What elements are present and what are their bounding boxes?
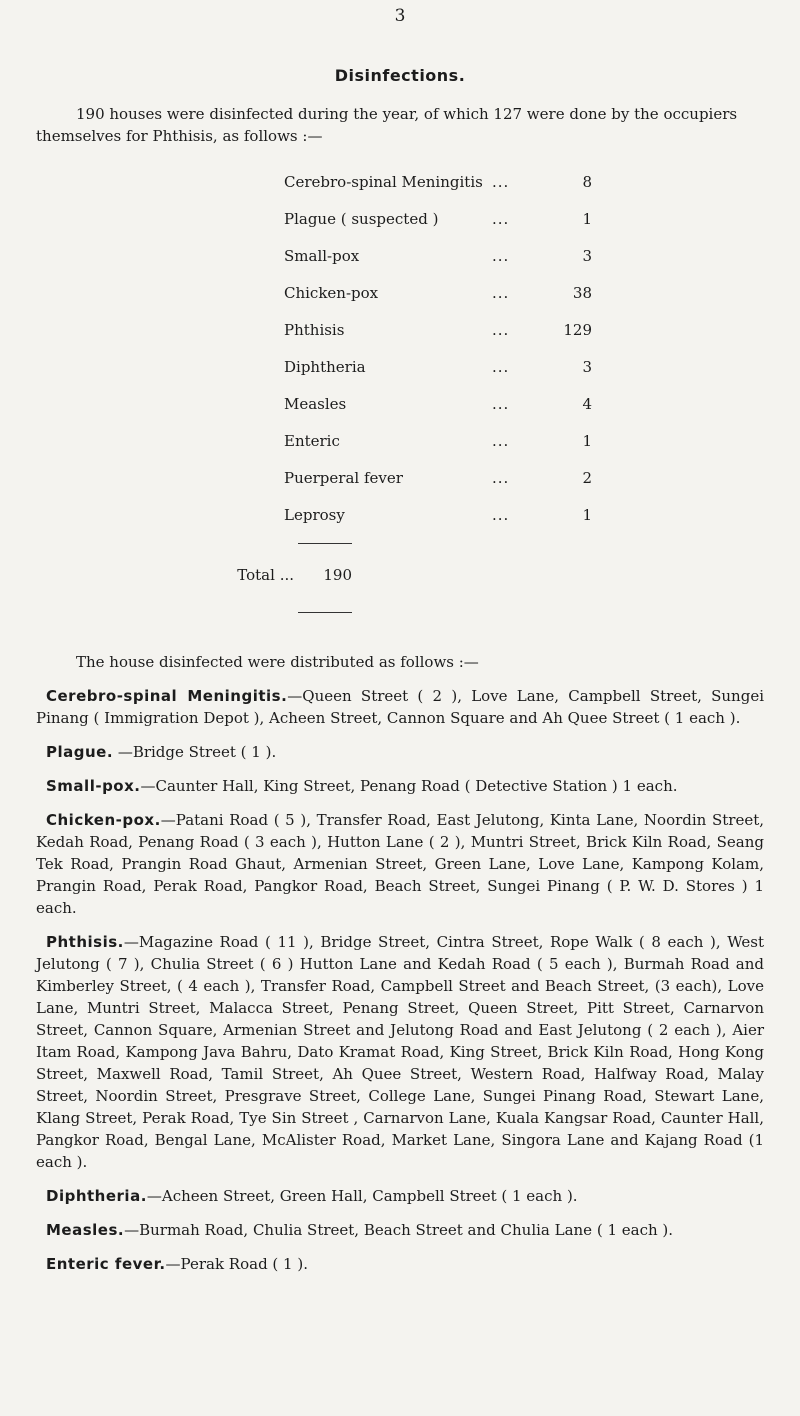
case-count: 8 bbox=[582, 173, 592, 191]
disease-name: Chicken-pox bbox=[284, 284, 379, 302]
case-count: 3 bbox=[582, 247, 592, 265]
case-count: 2 bbox=[582, 469, 592, 487]
disease-name: Small-pox bbox=[284, 247, 360, 265]
distribution-entry bbox=[36, 741, 764, 763]
disease-name: Cerebro-spinal Meningitis bbox=[284, 173, 483, 191]
entry-text: —Perak Road ( 1 ). bbox=[165, 1255, 308, 1273]
entry-text: —Patani Road ( 5 ), Transfer Road, East Jelutong, Kinta Lane, Noordin Street, Kedah Road, Penang Road ( 3 each ), Hutton Lane ( 2 ), Muntri Street, Brick Kiln Road, Seang Tek Road, Prangin Road Ghaut, Armenian Street, Green Lane, Love Lane, Kampong Kolam, Prangin Road, Perak Road, Pangkor Road, Beach Street, Sungei Pinang ( P. W. D. Stores ) 1 each. bbox=[36, 811, 764, 917]
disease-name: Plague ( suspected ) bbox=[284, 210, 439, 228]
entry-heading: Phthisis. bbox=[46, 933, 124, 951]
page-number: 3 bbox=[394, 6, 406, 26]
entry-text: —Magazine Road ( 11 ), Bridge Street, Cintra Street, Rope Walk ( 8 each ), West Jelutong ( 7 ), Chulia Street ( 6 ) Hutton Lane and Kedah Road ( 5 each ), Burmah Road and Kimberley Street, ( 4 each ), Transfer Road, Campbell Street and Beach Street, (3 each), Love Lane, Muntri Street, Malacca Street, Penang Street, Queen Street, Pitt Street, Carnarvon Street, Cannon Square, Armenian Street and Jelutong Road and East Jelutong ( 2 each ), Aier Itam Road, Kampong Java Bahru, Dato Kramat Road, King Street, Brick Kiln Road, Hong Kong Street, Maxwell Road, Tamil Street, Ah Quee Street, Western Road, Halfway Road, Malay Street, Noordin Street, Presgrave Street, College Lane, Sungei Pinang Road, Stewart Lane, Klang Street, Perak Road, Tye Sin Street , Carnarvon Lane, Kuala Kangsar Road, Caunter Hall, Pangkor Road, Bengal Lane, McAlister Road, Market Lane, Singora Lane and Kajang Road (1 each ). bbox=[36, 933, 764, 1171]
leader-dots: ... bbox=[492, 173, 510, 191]
leader-dots: ... bbox=[492, 469, 510, 487]
total-rule-bottom bbox=[298, 612, 352, 613]
disease-name: Leprosy bbox=[284, 506, 345, 524]
case-count: 1 bbox=[582, 210, 592, 228]
total-row bbox=[36, 566, 764, 584]
disease-name: Enteric bbox=[284, 432, 340, 450]
distribution-entry bbox=[36, 775, 764, 797]
table-row bbox=[284, 395, 604, 432]
entry-heading: Diphtheria. bbox=[46, 1187, 147, 1205]
entry-heading: Enteric fever. bbox=[46, 1255, 166, 1273]
leader-dots: ... bbox=[492, 506, 510, 524]
table-row bbox=[284, 247, 604, 284]
table-row bbox=[284, 358, 604, 395]
disease-name: Phthisis bbox=[284, 321, 345, 339]
entry-text: —Caunter Hall, King Street, Penang Road ( Detective Station ) 1 each. bbox=[140, 777, 678, 795]
table-row bbox=[284, 506, 604, 543]
total-rule-top bbox=[298, 543, 352, 544]
distribution-entries bbox=[36, 685, 764, 1275]
entry-text: —Burmah Road, Chulia Street, Beach Street and Chulia Lane ( 1 each ). bbox=[124, 1221, 674, 1239]
section-title: Disinfections. bbox=[334, 66, 466, 85]
entry-text: —Queen Street ( 2 ), Love Lane, Campbell Street, Sungei Pinang ( Immigration Depot ), Acheen Street, Cannon Square and Ah Quee Street ( 1 each ). bbox=[36, 687, 764, 727]
leader-dots: ... bbox=[492, 358, 510, 376]
table-row bbox=[284, 321, 604, 358]
distribution-intro: The house disinfected were distributed as follows :— bbox=[76, 653, 479, 671]
table-row bbox=[284, 469, 604, 506]
entry-heading: Small-pox. bbox=[46, 777, 141, 795]
total-label: Total ... bbox=[237, 566, 294, 584]
case-count: 4 bbox=[582, 395, 592, 413]
leader-dots: ... bbox=[492, 321, 510, 339]
entry-text: —Bridge Street ( 1 ). bbox=[113, 743, 277, 761]
leader-dots: ... bbox=[492, 432, 510, 450]
intro-paragraph: 190 houses were disinfected during the year, of which 127 were done by the occupiers themselves for Phthisis, as follows :— bbox=[36, 105, 738, 145]
disinfection-table bbox=[284, 173, 604, 543]
case-count: 38 bbox=[572, 284, 592, 302]
entry-heading: Cerebro-spinal Meningitis. bbox=[46, 687, 288, 705]
leader-dots: ... bbox=[492, 210, 510, 228]
case-count: 129 bbox=[563, 321, 592, 339]
disease-name: Diphtheria bbox=[284, 358, 366, 376]
case-count: 1 bbox=[582, 432, 592, 450]
disease-name: Measles bbox=[284, 395, 347, 413]
leader-dots: ... bbox=[492, 284, 510, 302]
distribution-entry bbox=[36, 1185, 764, 1207]
leader-dots: ... bbox=[492, 395, 510, 413]
disease-name: Puerperal fever bbox=[284, 469, 403, 487]
table-row bbox=[284, 284, 604, 321]
document-page bbox=[36, 0, 764, 1275]
table-row bbox=[284, 173, 604, 210]
distribution-entry bbox=[36, 685, 764, 729]
leader-dots: ... bbox=[492, 247, 510, 265]
table-row bbox=[284, 210, 604, 247]
total-value: 190 bbox=[323, 566, 352, 584]
entry-text: —Acheen Street, Green Hall, Campbell Street ( 1 each ). bbox=[146, 1187, 578, 1205]
distribution-entry bbox=[36, 809, 764, 919]
case-count: 3 bbox=[582, 358, 592, 376]
entry-heading: Plague. bbox=[46, 743, 114, 761]
entry-heading: Measles. bbox=[46, 1221, 125, 1239]
table-row bbox=[284, 432, 604, 469]
case-count: 1 bbox=[582, 506, 592, 524]
entry-heading: Chicken-pox. bbox=[46, 811, 161, 829]
distribution-entry bbox=[36, 931, 764, 1173]
distribution-entry bbox=[36, 1253, 764, 1275]
distribution-entry bbox=[36, 1219, 764, 1241]
